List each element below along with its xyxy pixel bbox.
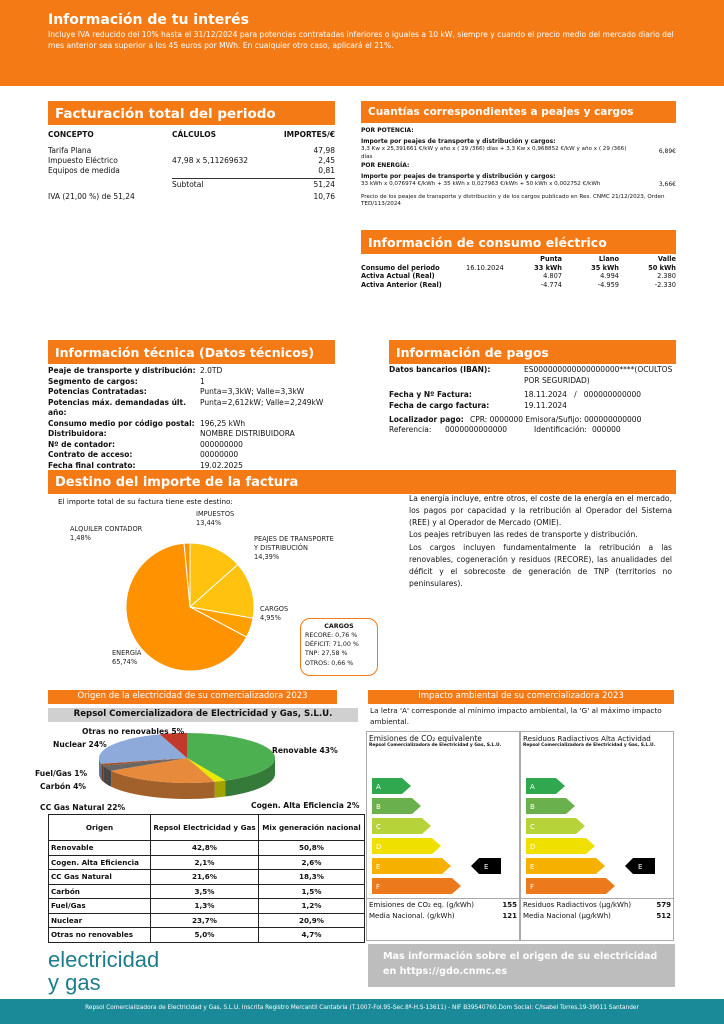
rating-letter: D [376, 843, 382, 851]
rating-arrow-e [526, 858, 605, 874]
destination-paragraph-tolls: Los peajes retribuyen las redes de transporte y distribución. [409, 530, 638, 540]
origin-cell-repsol: 21,6% [151, 870, 259, 885]
co2-line1-value: 155 [502, 901, 517, 909]
tolls-power-label: POR POTENCIA: [361, 127, 414, 134]
origin-cell-mix: 1,2% [259, 899, 365, 914]
footer-text: Repsol Comercializadora de Electricidad y Gas, S.L.U. Inscrita Registro Mercantil Cantabria (T.1007-Fol.95-Sec.8ª-H.S-13611) - NIF B39540760.Dom Social: C/Isabel Torres,19-39011 Santander [85, 1005, 639, 1011]
technical-value: 000000000 [200, 439, 243, 449]
col-concept: CONCEPTO [48, 130, 94, 139]
consumption-valle: -2.330 [654, 280, 676, 289]
origin-title: Origen de la electricidad de su comercializadora 2023 [48, 690, 337, 704]
rating-letter: E [530, 863, 535, 871]
pie-category-label: IMPUESTOS [196, 510, 235, 518]
technical-label: Segmento de cargos: [48, 376, 138, 386]
origin-pie-label: CC Gas Natural 22% [40, 803, 126, 812]
billing-amount: 0,81 [318, 166, 335, 176]
consumption-row [361, 272, 676, 281]
rating-arrow-e [372, 858, 451, 874]
origin-cell-mix: 2,6% [259, 855, 365, 870]
billing-table [48, 130, 335, 202]
origin-table-row [49, 884, 365, 899]
destination-paragraph-charges: Los cargos incluyen fundamentalmente la retribución a las renovables, cogeneración y residuos (RECORE), las anualidades del déficit y el sobrecoste de generación de TNP (territorios no peninsulares). [409, 542, 672, 588]
technical-value: 1 [200, 376, 205, 386]
consumption-row [361, 281, 676, 290]
co2-line1-label: Emisiones de CO₂ eq. (g/kWh) [369, 901, 474, 909]
technical-value: 19.02.2025 [200, 460, 243, 470]
origin-col-mix: Mix generación nacional [259, 815, 365, 841]
logo-line-2: y gas [48, 970, 101, 996]
consumption-date: 16.10.2024 [466, 263, 504, 272]
origin-cell-source: Renovable [49, 841, 151, 856]
billing-row [48, 146, 335, 156]
tolls-energy-text: 33 kWh x 0,076974 €/kWh + 35 kWh x 0,027963 €/kWh + 50 kWh x 0,002752 €/kWh [361, 181, 601, 188]
origin-pie-label: Renovable 43% [272, 746, 338, 755]
pie-value-label: 14,39% [254, 553, 280, 561]
pie-value-label: 65,74% [112, 658, 138, 666]
bank-value: ES000000000000000000****(OCULTOS POR SEGURIDAD) [524, 365, 673, 385]
logo-line-1: electricidad [48, 947, 160, 972]
impact-intro: La letra 'A' corresponde al mínimo impacto ambiental, la 'G' al máximo impacto ambiental. [370, 706, 662, 727]
locator-label: Localizador pago: [389, 414, 464, 424]
payments-title: Información de pagos [389, 340, 676, 364]
cargos-box [300, 618, 378, 676]
consumption-llano: 4.994 [600, 272, 619, 281]
consumption-label: Activa Actual (Real) [361, 272, 435, 281]
consumption-header-valle: Valle [657, 255, 676, 263]
tolls-energy-amount: 3,66€ [658, 181, 676, 189]
consumption-table [361, 255, 676, 289]
ref-label: Referencia: [389, 425, 432, 435]
technical-label: Potencias Contratadas: [48, 387, 147, 396]
co2-line2-value: 121 [502, 911, 517, 920]
destination-text [409, 493, 672, 590]
ref-value: 0000000000000 [445, 425, 508, 435]
bank-label: Datos bancarios (IBAN): [389, 365, 491, 374]
consumption-title: Información de consumo eléctrico [361, 230, 676, 254]
origin-pie-label: Carbón 4% [40, 782, 87, 791]
consumption-row [361, 264, 676, 273]
tolls-power-sub: Importe por peajes de transporte y distribución y cargos: [361, 138, 556, 146]
billing-concept: Equipos de medida [48, 166, 120, 176]
pie-category-label: CARGOS [260, 605, 289, 613]
cargos-line-otros: OTROS: 0,66 % [305, 659, 354, 667]
cargos-line-deficit: DÉFICIT: 71,00 % [305, 641, 359, 649]
impact-co2-panel [366, 731, 520, 941]
origin-company: Repsol Comercializadora de Electricidad y Gas, S.L.U. [48, 708, 358, 722]
rating-letter: B [376, 803, 381, 811]
cargos-line-recore: RECORE: 0,76 % [305, 632, 358, 640]
consumption-valle: 50 kWh [648, 263, 676, 272]
technical-row [48, 440, 348, 451]
tolls-block [361, 127, 676, 209]
impact-waste-panel [520, 731, 674, 941]
technical-block [48, 366, 348, 471]
origin-cell-source: Nuclear [49, 913, 151, 928]
origin-table-row [49, 841, 365, 856]
pie-category-label: Y DISTRIBUCIÓN [254, 544, 308, 552]
billing-title: Facturación total del periodo [48, 101, 335, 125]
rating-letter: C [530, 823, 535, 831]
charge-label: Fecha de cargo factura: [389, 400, 490, 410]
waste-rating-scale [521, 748, 673, 898]
origin-table-row [49, 899, 365, 914]
waste-title: Residuos Radiactivos Alta Actividad [523, 734, 651, 743]
billing-row [48, 156, 335, 166]
origin-cell-repsol: 2,1% [151, 855, 259, 870]
consumption-header-punta: Punta [540, 255, 562, 263]
tolls-power-amount: 6,89€ [658, 148, 676, 156]
invoice-label: Fecha y Nº Factura: [389, 389, 472, 399]
consumption-valle: 2.380 [657, 272, 676, 281]
origin-cell-source: Fuel/Gas [49, 899, 151, 914]
pie-category-label: PEAJES DE TRANSPORTE [254, 535, 334, 543]
pie-value-label: 4,95% [260, 614, 281, 622]
billing-amount: 2,45 [318, 156, 335, 166]
origin-cell-repsol: 1,3% [151, 899, 259, 914]
rating-letter: C [376, 823, 381, 831]
consumption-header-llano: Llano [598, 255, 619, 263]
destination-paragraph-energy: La energía incluye, entre otros, el coste de la energía en el mercado, los pagos por capacidad y la retribución al Operador del Sistema (REE) y al Operador de Mercado (OMIE). [409, 494, 672, 528]
origin-cell-mix: 4,7% [259, 928, 365, 943]
rating-letter: A [530, 783, 535, 791]
footer-bar [0, 999, 724, 1024]
origin-cell-source: Carbón [49, 884, 151, 899]
locator-value: CPR: 0000000 Emisora/Sufijo: 000000000000 [470, 414, 642, 424]
technical-value: 00000000 [200, 450, 239, 459]
rating-arrow-d [372, 838, 441, 854]
more-info-box [368, 944, 675, 987]
col-amount: IMPORTES/€ [283, 130, 335, 139]
consumption-label: Consumo del periodo [361, 263, 440, 272]
rating-arrow-f [526, 878, 615, 894]
origin-table [48, 814, 365, 943]
origin-cell-repsol: 5,0% [151, 928, 259, 943]
invoice-value: 18.11.2024 / 000000000000 [524, 389, 642, 399]
waste-line2-label: Media Nacional (µg/kWh) [523, 911, 611, 920]
origin-pie-label: Nuclear 24% [53, 740, 107, 749]
origin-cell-mix: 18,3% [259, 870, 365, 885]
subtotal-value: 51,24 [282, 178, 335, 190]
technical-row [48, 419, 348, 430]
origin-table-row [49, 855, 365, 870]
origin-pie-side [215, 780, 226, 797]
rating-arrow-f [372, 878, 461, 894]
iva-value: 10,76 [313, 191, 335, 201]
tolls-energy-sub: Importe por peajes de transporte y distribución y cargos: [361, 173, 556, 181]
destination-title: Destino del importe de la factura [48, 470, 676, 494]
pie-category-label: ENERGÍA [112, 649, 142, 657]
consumption-punta: 33 kWh [534, 263, 562, 272]
billing-concept: Impuesto Eléctrico [48, 156, 118, 166]
tolls-energy-label: POR ENERGÍA: [361, 162, 410, 170]
origin-col-repsol: Repsol Electricidad y Gas [151, 815, 259, 841]
company-logo [48, 948, 159, 994]
billing-calc: 47,98 x 5,11269632 [172, 156, 249, 166]
cargos-box-title: CARGOS [324, 623, 354, 630]
technical-label: Distribuidora: [48, 429, 107, 438]
origin-table-row [49, 928, 365, 943]
technical-label: Contrato de acceso: [48, 450, 133, 459]
header-title: Información de tu interés [48, 12, 249, 28]
subtotal-label: Subtotal [172, 178, 282, 190]
origin-pie-side [101, 764, 103, 782]
billing-amount: 47,98 [313, 146, 335, 156]
consumption-llano: -4.959 [597, 280, 619, 289]
origin-cell-mix: 1,5% [259, 884, 365, 899]
consumption-date [466, 281, 507, 290]
impact-title: Impacto ambiental de su comercializadora 2023 [368, 690, 674, 704]
billing-row [48, 166, 335, 176]
consumption-punta: -4.774 [540, 280, 562, 289]
origin-cell-source: Otras no renovables [49, 928, 151, 943]
billing-concept: Tarifa Plana [48, 146, 92, 156]
technical-label: Consumo medio por código postal: [48, 418, 195, 428]
origin-cell-repsol: 23,7% [151, 913, 259, 928]
technical-value: Punta=3,3kW; Valle=3,3kW [200, 387, 305, 396]
payments-block [389, 365, 689, 436]
rating-letter: A [376, 783, 381, 791]
co2-title: Emisiones de CO₂ equivalente [369, 734, 482, 743]
origin-cell-mix: 50,8% [259, 841, 365, 856]
technical-title: Información técnica (Datos técnicos) [48, 340, 335, 364]
technical-label: Potencias máx. demandadas últ. año: [48, 397, 186, 417]
technical-value: NOMBRE DISTRIBUIDORA [200, 429, 295, 438]
iva-label: IVA (21,00 %) de 51,24 [48, 191, 135, 201]
waste-line2-value: 512 [656, 911, 671, 920]
origin-cell-repsol: 42,8% [151, 841, 259, 856]
technical-row [48, 387, 348, 398]
origin-cell-mix: 20,9% [259, 913, 365, 928]
origin-pie-label: Cogen. Alta Eficiencia 2% [251, 801, 360, 810]
waste-line1-value: 579 [656, 901, 671, 909]
origin-pie-label: Otras no renovables 5% [82, 727, 185, 736]
origin-cell-source: Cogen. Alta Eficiencia [49, 855, 151, 870]
technical-row [48, 429, 348, 440]
technical-row [48, 377, 348, 388]
tolls-power-text: 3,3 Kw x 25,391661 €/kW y año x ( 29 /366) días + 3,3 Kw x 0,968852 €/kW y año x ( 29 /366) días [361, 146, 627, 160]
rating-letter: B [530, 803, 535, 811]
technical-row [48, 450, 348, 461]
waste-line1-label: Residuos Radiactivos (µg/kWh) [523, 901, 632, 909]
header-text: Incluye IVA reducido del 10% hasta el 31/12/2024 para potencias contratadas inferiores o iguales a 10 kW, siempre y cuando el precio medio del mercado diario del mes anterior sea superior a los 45 euros por MWh. En cualquier otro caso, aplicará el 21%. [48, 30, 674, 51]
rating-letter: F [530, 883, 535, 891]
waste-company: Repsol Comercializadora de Electricidad y Gas, S.L.U. [523, 743, 656, 748]
rating-indicator-letter: E [638, 863, 643, 871]
technical-value: Punta=2,612kW; Valle=2,249kW [200, 397, 324, 407]
cargos-line-tnp: TNP: 27,58 % [305, 650, 348, 658]
origin-table-row [49, 870, 365, 885]
header-banner [0, 0, 724, 86]
technical-label: Nº de contador: [48, 439, 115, 449]
technical-label: Fecha final contrato: [48, 460, 136, 470]
pie-category-label: ALQUILER CONTADOR [70, 525, 143, 533]
id-label: Identificación: [534, 425, 587, 435]
col-calc: CÁLCULOS [172, 130, 216, 139]
origin-pie-label: Fuel/Gas 1% [35, 769, 88, 778]
origin-col-origin: Origen [49, 815, 151, 841]
tolls-title: Cuantías correspondientes a peajes y cargos [361, 101, 676, 123]
consumption-punta: 4.807 [543, 272, 562, 281]
tolls-note: Precio de los peajes de transporte y distribución y de los cargos publicado en Res. CNMC 21/12/2023, Orden TED/113/2024 [361, 193, 665, 208]
rating-arrow-d [526, 838, 595, 854]
origin-pie-chart [20, 722, 370, 814]
id-value: 000000 [592, 425, 621, 435]
pie-value-label: 13,44% [196, 519, 222, 527]
consumption-label: Activa Anterior (Real) [361, 280, 442, 289]
pie-value-label: 1,48% [70, 534, 91, 542]
technical-row [48, 366, 348, 377]
technical-value: 196,25 kWh [200, 418, 246, 428]
origin-cell-repsol: 3,5% [151, 884, 259, 899]
more-info-text: Mas información sobre el origen de su electricidad en https://gdo.cnmc.es [383, 951, 658, 977]
billing-calc [172, 146, 282, 156]
consumption-llano: 35 kWh [591, 263, 619, 272]
co2-company: Repsol Comercializadora de Electricidad y Gas, S.L.U. [369, 743, 502, 748]
technical-row [48, 398, 348, 419]
technical-value: 2.0TD [200, 366, 223, 375]
destination-intro: El importe total de su factura tiene este destino: [58, 497, 233, 506]
co2-line2-label: Media Nacional. (g/kWh) [369, 911, 455, 920]
charge-value: 19.11.2024 [524, 400, 567, 410]
rating-letter: F [376, 883, 381, 891]
technical-label: Peaje de transporte y distribución: [48, 366, 196, 375]
origin-cell-source: CC Gas Natural [49, 870, 151, 885]
consumption-date [466, 272, 507, 281]
rating-letter: E [376, 863, 381, 871]
billing-calc [172, 166, 282, 176]
origin-table-row [49, 913, 365, 928]
co2-rating-scale [367, 748, 519, 898]
rating-indicator-letter: E [484, 863, 489, 871]
rating-letter: D [530, 843, 536, 851]
